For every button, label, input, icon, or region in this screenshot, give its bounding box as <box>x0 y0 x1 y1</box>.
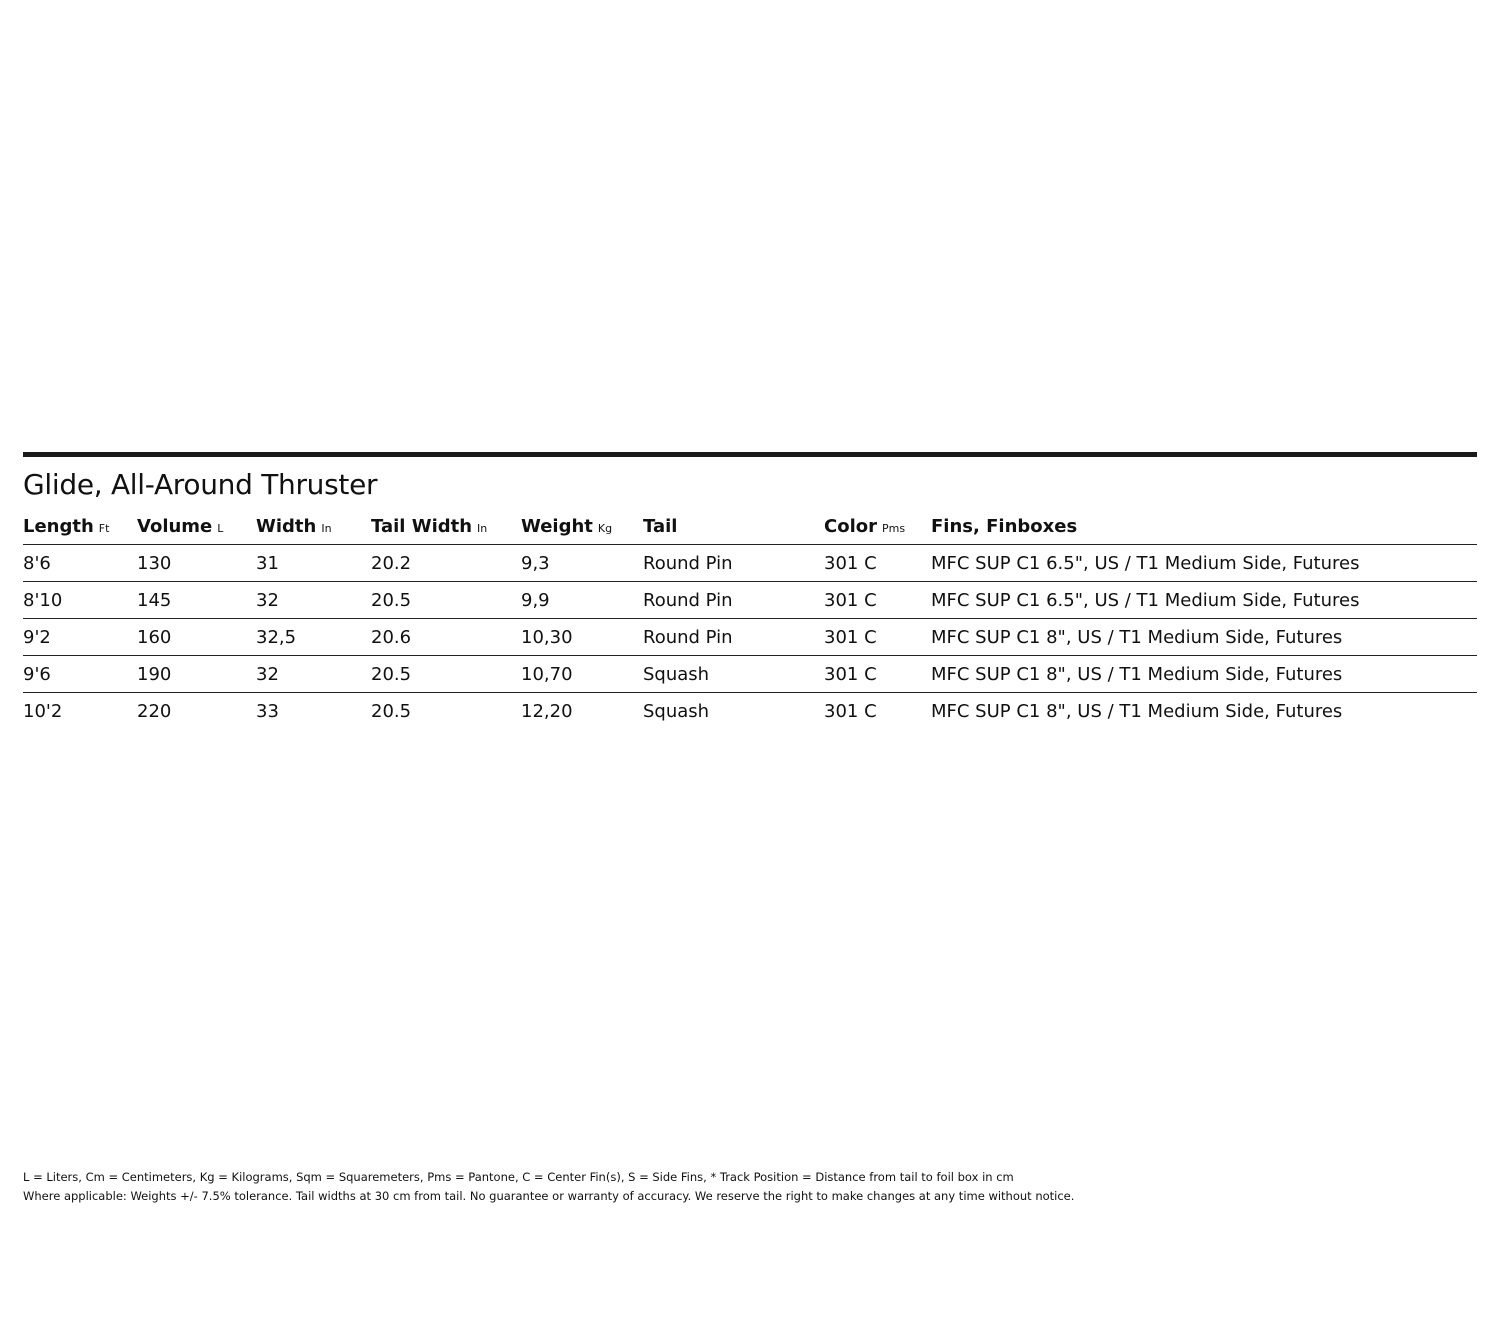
column-label: Weight <box>521 516 593 537</box>
cell-tail: Squash <box>643 656 824 693</box>
cell-fins: MFC SUP C1 6.5", US / T1 Medium Side, Futures <box>931 545 1477 582</box>
cell-fins: MFC SUP C1 8", US / T1 Medium Side, Futures <box>931 656 1477 693</box>
cell-tail-width: 20.6 <box>371 619 521 656</box>
header-row <box>23 509 1477 545</box>
table-header <box>23 509 1477 545</box>
cell-color: 301 C <box>824 582 931 619</box>
cell-volume: 190 <box>137 656 256 693</box>
cell-length: 8'10 <box>23 582 137 619</box>
column-header-tail <box>643 509 824 545</box>
column-label: Volume <box>137 516 213 537</box>
cell-color: 301 C <box>824 545 931 582</box>
page-title: Glide, All-Around Thruster <box>23 468 378 501</box>
column-label: Color <box>824 516 877 537</box>
cell-color: 301 C <box>824 700 877 722</box>
cell-width: 32 <box>256 656 371 693</box>
cell-fins: MFC SUP C1 8", US / T1 Medium Side, Futures <box>931 619 1477 656</box>
table-row <box>23 582 1477 619</box>
footnotes <box>23 1168 1477 1206</box>
cell-color: 301 C <box>824 656 931 693</box>
column-header-tail-width <box>371 509 521 545</box>
column-label: Fins, Finboxes <box>931 516 1078 537</box>
footnote-disclaimer: Where applicable: Weights +/- 7.5% tolerance. Tail widths at 30 cm from tail. No guarantee or warranty of accuracy. We reserve the right to make changes at any time without notice. <box>23 1189 1075 1203</box>
footnote-legend: L = Liters, Cm = Centimeters, Kg = Kilograms, Sqm = Squaremeters, Pms = Pantone, C = Center Fin(s), S = Side Fins, * Track Position = Distance from tail to foil box in cm <box>23 1170 1014 1184</box>
table-row <box>23 619 1477 656</box>
column-label: Width <box>256 516 317 537</box>
column-unit: L <box>217 522 224 535</box>
spec-sheet <box>23 452 1477 729</box>
cell-weight: 9,9 <box>521 582 643 619</box>
cell-width: 33 <box>256 700 279 722</box>
cell-weight: 10,70 <box>521 656 643 693</box>
column-unit: Kg <box>597 522 613 535</box>
cell-fins: MFC SUP C1 8", US / T1 Medium Side, Futures <box>931 700 1343 722</box>
cell-tail: Squash <box>643 700 710 722</box>
cell-length: 10'2 <box>23 700 63 722</box>
table-row <box>23 545 1477 582</box>
table-row <box>23 693 1477 730</box>
spec-table <box>23 509 1477 729</box>
cell-length: 8'6 <box>23 545 137 582</box>
column-header-volume <box>137 509 256 545</box>
column-unit: In <box>477 522 488 535</box>
cell-tail-width: 20.5 <box>371 656 521 693</box>
cell-length: 9'6 <box>23 656 137 693</box>
cell-weight: 9,3 <box>521 545 643 582</box>
cell-volume: 160 <box>137 619 256 656</box>
column-header-width <box>256 509 371 545</box>
table-row <box>23 656 1477 693</box>
cell-length: 9'2 <box>23 619 137 656</box>
cell-width: 32 <box>256 582 371 619</box>
column-unit: Pms <box>882 522 906 535</box>
cell-tail: Round Pin <box>643 545 824 582</box>
column-label: Length <box>23 516 94 537</box>
column-header-weight <box>521 509 643 545</box>
cell-weight: 10,30 <box>521 619 643 656</box>
column-label: Tail <box>643 516 678 537</box>
column-unit: In <box>321 522 332 535</box>
cell-volume: 220 <box>137 700 172 722</box>
cell-tail: Round Pin <box>643 582 824 619</box>
cell-volume: 130 <box>137 545 256 582</box>
cell-weight: 12,20 <box>521 700 573 722</box>
table-body <box>23 545 1477 730</box>
cell-width: 32,5 <box>256 619 371 656</box>
cell-volume: 145 <box>137 582 256 619</box>
cell-tail-width: 20.5 <box>371 700 412 722</box>
column-label: Tail Width <box>371 516 473 537</box>
cell-tail-width: 20.2 <box>371 545 521 582</box>
column-header-length <box>23 509 137 545</box>
cell-tail-width: 20.5 <box>371 582 521 619</box>
cell-width: 31 <box>256 545 371 582</box>
cell-tail: Round Pin <box>643 619 824 656</box>
cell-fins: MFC SUP C1 6.5", US / T1 Medium Side, Futures <box>931 582 1477 619</box>
column-unit: Ft <box>98 522 110 535</box>
column-header-fins <box>931 509 1477 545</box>
cell-color: 301 C <box>824 619 931 656</box>
column-header-color <box>824 509 931 545</box>
